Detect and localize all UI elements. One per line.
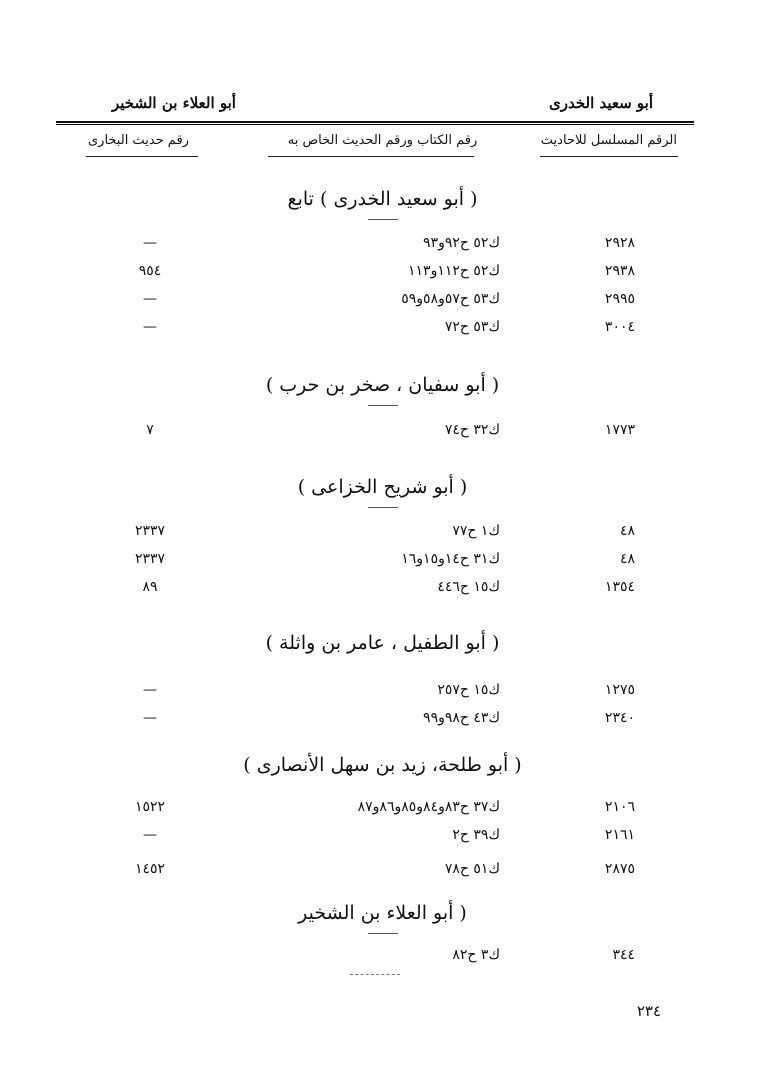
table-row xyxy=(0,235,765,257)
header-rule-thin xyxy=(56,124,694,125)
serial-number: ٢١٦١ xyxy=(604,827,635,843)
book-hadith-ref: ك٥٣ ح٧٢ xyxy=(444,319,500,335)
column-header-bukhari: رقم حديث البخارى xyxy=(88,133,189,148)
book-hadith-ref: ك٣٧ ح٨٣و٨٤و٨٥و٨٦و٨٧ xyxy=(357,799,500,815)
column-underline-serial xyxy=(540,156,678,157)
book-hadith-ref: ك٣١ ح١٤و١٥و١٦ xyxy=(401,551,500,567)
book-hadith-ref: ك١ ح٧٧ xyxy=(452,523,500,539)
section-abu-tufayl xyxy=(0,632,765,654)
header-right-title: أبو سعيد الخدرى xyxy=(548,94,653,112)
book-hadith-ref: ك٣٢ ح٧٤ xyxy=(444,422,500,438)
bukhari-number: ٢٣٣٧ xyxy=(134,551,166,567)
bukhari-number: ٩٥٤ xyxy=(138,263,162,279)
section-title: ( أبو سفيان ، صخر بن حرب ) xyxy=(265,374,500,396)
serial-number: ٢٨٧٥ xyxy=(604,861,635,877)
table-row xyxy=(0,827,765,849)
serial-number: ٢١٠٦ xyxy=(604,799,635,815)
column-header-book-hadith: رقم الكتاب ورقم الحديث الخاص به xyxy=(287,133,478,148)
serial-number: ٢٣٤٠ xyxy=(604,710,635,726)
section-abu-shurayh xyxy=(0,476,765,508)
section-divider xyxy=(368,405,398,406)
serial-number: ١٣٥٤ xyxy=(604,579,635,595)
header-rule xyxy=(56,121,694,123)
book-hadith-ref: ك٤٣ ح٩٨و٩٩ xyxy=(423,710,500,726)
bukhari-number: ١٥٢٢ xyxy=(134,799,166,815)
column-underline-book-hadith xyxy=(268,156,474,157)
table-row xyxy=(0,799,765,821)
serial-number: ٣٠٠٤ xyxy=(604,319,635,335)
page-number: ٢٣٤ xyxy=(636,1002,661,1020)
table-row xyxy=(0,947,765,969)
book-hadith-ref: ك٥٢ ح٩٢و٩٣ xyxy=(423,235,500,251)
serial-number: ٣٤٤ xyxy=(612,947,635,963)
book-hadith-ref: ك١٥ ح٤٤٦ xyxy=(437,579,500,595)
serial-number: ٢٩٣٨ xyxy=(604,263,635,279)
table-row xyxy=(0,682,765,704)
bukhari-number: — xyxy=(143,319,157,335)
book-hadith-ref: ك٥١ ح٧٨ xyxy=(444,861,500,877)
bukhari-number: — xyxy=(143,710,157,726)
serial-number: ٢٩٢٨ xyxy=(604,235,635,251)
bukhari-number: — xyxy=(143,291,157,307)
serial-number: ٤٨ xyxy=(619,523,635,539)
header-left-title: أبو العلاء بن الشخير xyxy=(112,94,236,112)
book-hadith-ref: ك٣٩ ح٢ xyxy=(452,827,500,843)
section-title: ( أبو سعيد الخدرى ) تابع xyxy=(287,188,478,210)
bukhari-number: ٢٣٣٧ xyxy=(134,523,166,539)
column-header-serial: الرقم المسلسل للاحاديث xyxy=(540,133,677,148)
table-row xyxy=(0,422,765,444)
section-divider xyxy=(368,933,398,934)
section-abu-talha xyxy=(0,754,765,776)
section-title: ( أبو طلحة، زيد بن سهل الأنصارى ) xyxy=(243,754,522,776)
bukhari-number: ٨٩ xyxy=(142,579,158,595)
section-divider xyxy=(368,219,398,220)
bukhari-number: — xyxy=(143,235,157,251)
serial-number: ١٢٧٥ xyxy=(604,682,635,698)
column-underline-bukhari xyxy=(86,156,198,157)
section-abu-al-ala xyxy=(0,902,765,934)
serial-number: ٤٨ xyxy=(619,551,635,567)
bukhari-number: — xyxy=(143,827,157,843)
section-title: ( أبو الطفيل ، عامر بن واثلة ) xyxy=(265,632,500,654)
book-hadith-ref: ك٥٢ ح١١٢و١١٣ xyxy=(408,263,500,279)
section-abu-said xyxy=(0,188,765,220)
bukhari-number: ١٤٥٢ xyxy=(134,861,166,877)
table-row xyxy=(0,291,765,313)
book-hadith-ref: ك٥٣ ح٥٧و٥٨و٥٩ xyxy=(401,291,500,307)
serial-number: ٢٩٩٥ xyxy=(604,291,635,307)
bukhari-number: ٧ xyxy=(146,422,154,438)
section-title: ( أبو العلاء بن الشخير xyxy=(298,902,467,924)
table-row xyxy=(0,319,765,341)
table-row xyxy=(0,710,765,732)
serial-number: ١٧٧٣ xyxy=(604,422,635,438)
table-row xyxy=(0,523,765,545)
end-divider xyxy=(350,974,400,975)
section-divider xyxy=(368,507,398,508)
table-row xyxy=(0,263,765,285)
table-row xyxy=(0,861,765,883)
bukhari-number: — xyxy=(143,682,157,698)
book-hadith-ref: ك١٥ ح٢٥٧ xyxy=(437,682,500,698)
table-row xyxy=(0,551,765,573)
section-abu-sufyan xyxy=(0,374,765,406)
table-row xyxy=(0,579,765,601)
book-hadith-ref: ك٣ ح٨٢ xyxy=(452,947,500,963)
section-title: ( أبو شريح الخزاعى ) xyxy=(297,476,468,498)
